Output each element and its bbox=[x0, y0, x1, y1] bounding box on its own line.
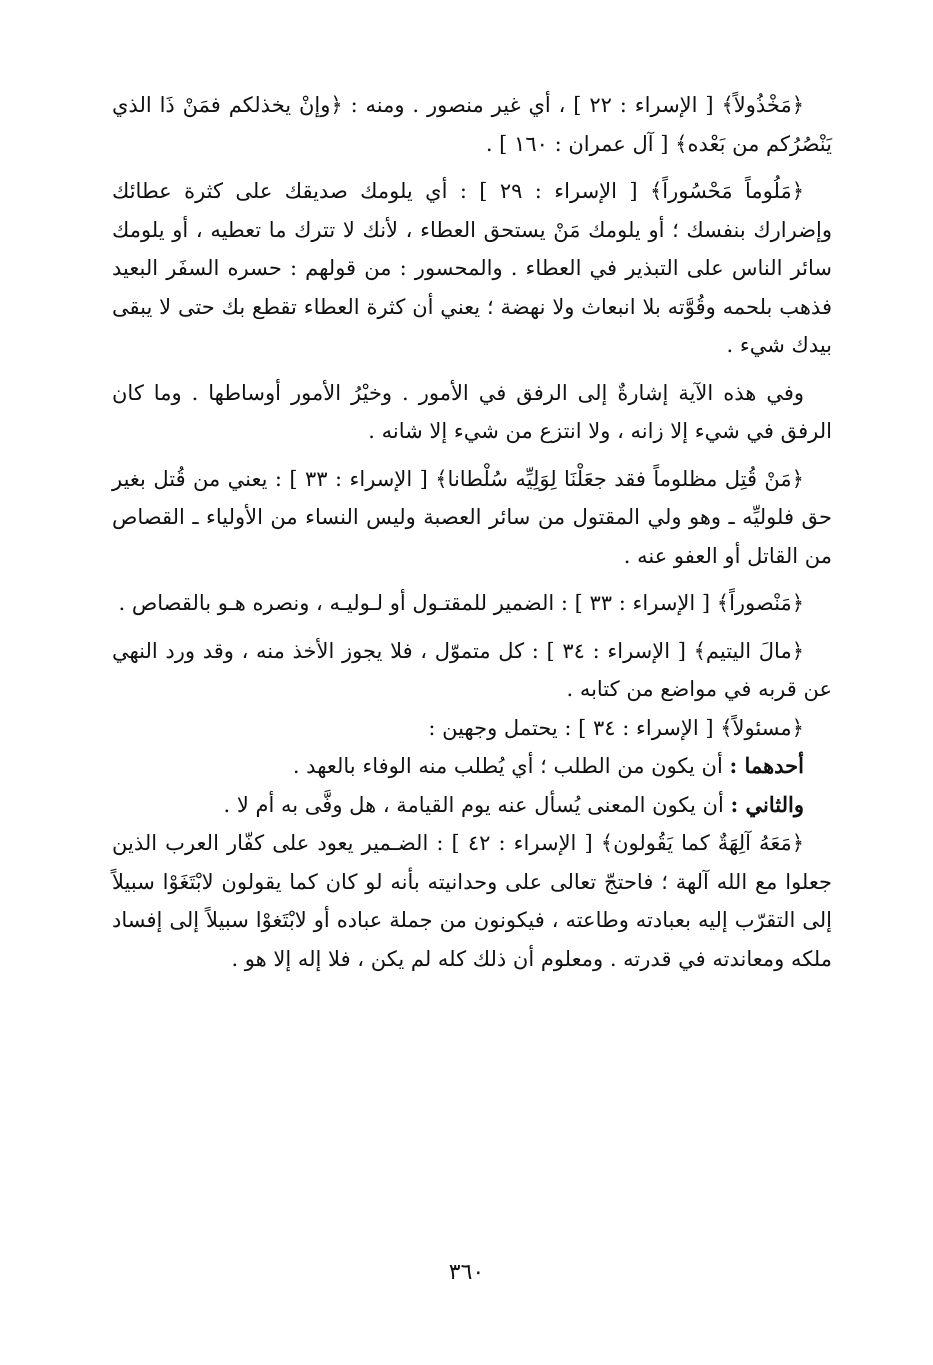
paragraph-moderation-note: وفي هذه الآية إشارةٌ إلى الرفق في الأمور . وخيْرُ الأمور أوساطها . وما كان الرفق في شيء إلا زانه ، ولا انتزع من شيء إلا شانه . bbox=[112, 380, 832, 443]
second-aspect-text: أن يكون المعنى يُسأل عنه يوم القيامة ، هل وفَّى به أم لا . bbox=[223, 792, 731, 817]
paragraph-makhdhulan: ﴿مَخْذُولاً﴾ [ الإسراء : ٢٢ ] ، أي غير منصور . ومنه : ﴿وإنْ يخذلكم فمَنْ ذَا الذي يَنْصُرُكم من بَعْده﴾ [ آل عمران : ١٦٠ ] . bbox=[112, 93, 832, 156]
page-number: ٣٦٠ bbox=[448, 1260, 485, 1285]
first-aspect-label: أحدهما : bbox=[729, 753, 804, 778]
page-body bbox=[112, 86, 832, 987]
paragraph-mansooran: ﴿مَنْصوراً﴾ [ الإسراء : ٣٣ ] : الضمير للمقتـول أو لـوليـه ، ونصره هـو بالقصاص . bbox=[118, 591, 804, 615]
paragraph-mal-al-yateem: ﴿مالَ اليتيم﴾ [ الإسراء : ٣٤ ] : كل متموّل ، فلا يجوز الأخذ منه ، وقد ورد النهي عن قربه في مواضع من كتابه . bbox=[112, 638, 832, 701]
first-aspect bbox=[112, 747, 832, 786]
paragraph-man-qutila: ﴿مَنْ قُتِل مظلوماً فقد جعَلْنَا لِوَلِيِّه سُلْطانا﴾ [ الإسراء : ٣٣ ] : يعني من قُتل بغير حق فلوليِّه ـ وهو ولي المقتول من سائر العصبة وليس النساء من الأولياء ـ القصاص من القاتل أو العفو عنه . bbox=[112, 466, 832, 568]
second-aspect-label: والثاني : bbox=[730, 791, 804, 817]
paragraph-masoolan: ﴿مسئولاً﴾ [ الإسراء : ٣٤ ] : يحتمل وجهين : bbox=[428, 715, 804, 740]
second-aspect bbox=[112, 786, 832, 825]
paragraph-maahu-aliha: ﴿مَعَهُ آلِهَةٌ كما يَقُولون﴾ [ الإسراء : ٤٢ ] : الضـمير يعود على كفّار العرب الذين جعلوا مع الله آلهة ؛ فاحتجّ تعالى على وحدانيته بأنه لو كان كما يقولون لابْتَغَوْا سبيلاً إلى التقرّب إليه بعبادته وطاعته ، فيكونون من جملة عباده أو لابْتَغوْا سبيلاً إلى إفساد ملكه ومعاندته في قدرته . ومعلوم أن ذلك كله لم يكن ، فلا إله إلا هو . bbox=[112, 831, 832, 971]
first-aspect-text: أن يكون من الطلب ؛ أي يُطلب منه الوفاء بالعهد . bbox=[292, 754, 730, 778]
paragraph-malooman-mahsooran: ﴿مَلُوماً مَحْسُوراً﴾ [ الإسراء : ٢٩ ] : أي يلومك صديقك على كثرة عطائك وإضرارك بنفسك ؛ أو يلومك مَنْ يستحق العطاء ، لأنك لا تترك ما تعطيه ، أو يلومك سائر الناس على التبذير في العطاء . والمحسور : من قولهم : حسره السفَر البعيد فذهب بلحمه وقُوَّته بلا انبعاث ولا نهضة ؛ يعني أن كثرة العطاء تقطع بك حتى لا يبقى بيدك شيء . bbox=[112, 179, 832, 357]
